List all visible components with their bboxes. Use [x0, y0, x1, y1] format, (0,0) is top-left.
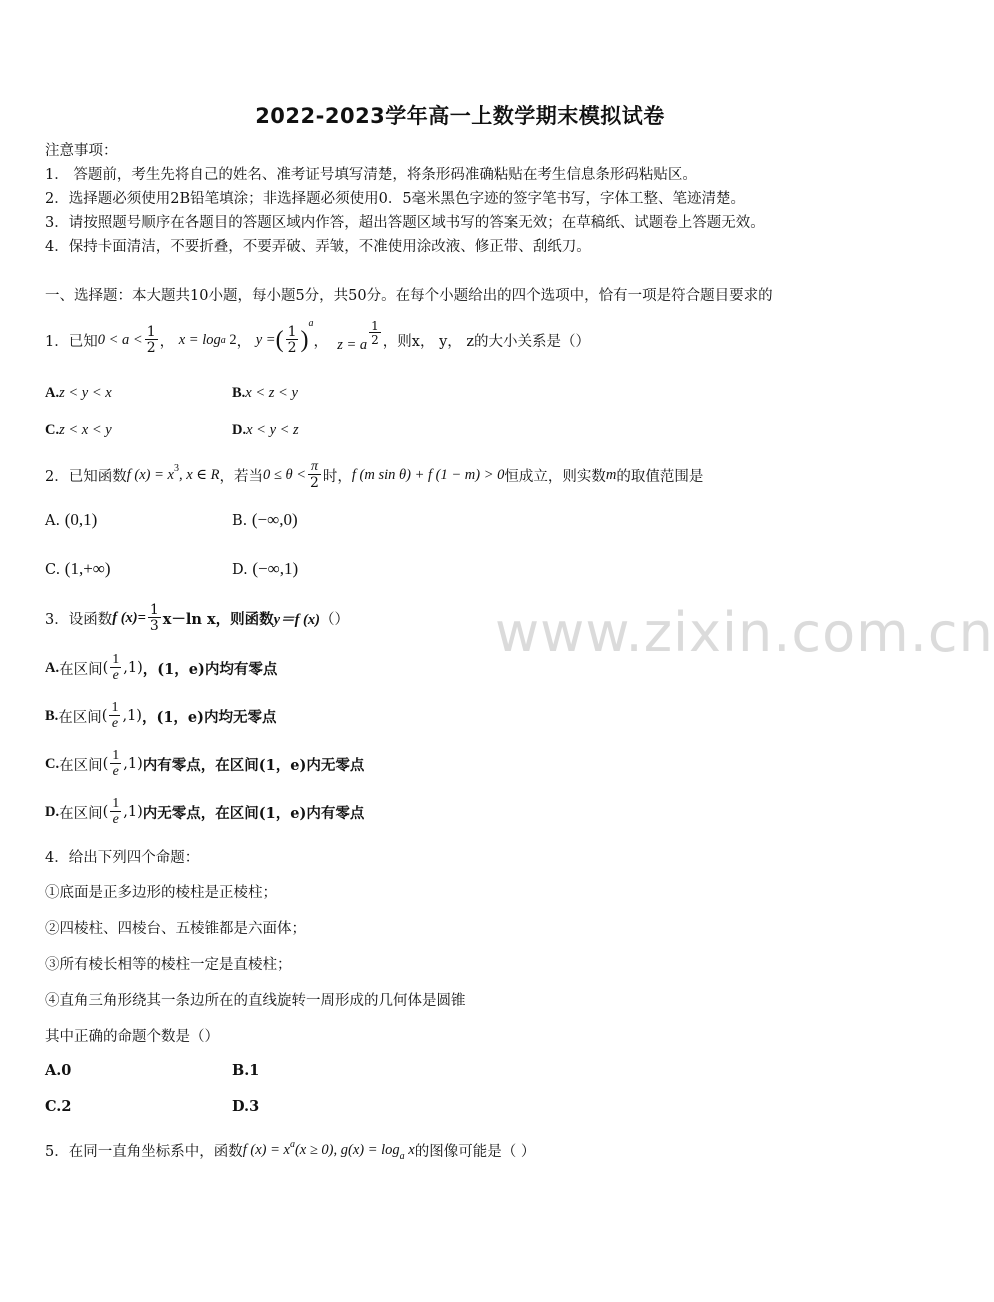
q4-option-a[interactable]: A.0 [45, 1062, 72, 1079]
q3-option-d[interactable]: D. 在区间 ( $\frac{1}{e}$ ,1) 内无零点，在区间(1，e)内有零点 [45, 796, 365, 827]
q1-option-b[interactable]: B.x < z < y [232, 385, 298, 401]
watermark: www.zixin.com.cn [495, 601, 994, 664]
q4-prop-3: ③所有棱长相等的棱柱一定是直棱柱； [45, 957, 292, 973]
question-5-stem: 5．在同一直角坐标系中，函数 f (x) = x $^a$ (x ≥ 0), g(x) = log $_a$ x 的图像可能是（ ） [45, 1139, 536, 1162]
q1-cond: 0 < a < [97, 331, 143, 348]
q2-option-c[interactable]: C. (1,+∞) [45, 559, 111, 578]
q2-option-a[interactable]: A. (0,1) [45, 510, 98, 529]
q2-option-d[interactable]: D. (−∞,1) [232, 559, 299, 578]
q4-option-c[interactable]: C.2 [45, 1098, 72, 1115]
question-1-stem: 1．已知 0 < a < $\frac{1}{2}$ ， x = log a 2 ， y = ( $\frac{1}{2}$ ) $^a$ ， z = a $\frac{1}{2}$ ，则x， y， z的大小关系是（） [45, 318, 591, 356]
q4-option-d[interactable]: D.3 [232, 1098, 260, 1115]
page-title: 2022-2023学年高一上数学期末模拟试卷 [255, 104, 665, 128]
q4-option-b[interactable]: B.1 [232, 1062, 260, 1079]
question-3-stem: 3．设函数 f (x)= $\frac{1}{3}$ x－ln x，则函数 y＝f (x) （） [45, 602, 349, 634]
q2-option-b[interactable]: B. (−∞,0) [232, 510, 298, 529]
q1-option-d[interactable]: D.x < y < z [232, 422, 299, 438]
q2-prefix: 2．已知函数 [45, 468, 127, 485]
q3-prefix: 3．设函数 [45, 611, 113, 628]
q3-option-c[interactable]: C. 在区间 ( $\frac{1}{e}$ ,1) 内有零点，在区间(1，e)内无零点 [45, 748, 365, 779]
notice-heading: 注意事项： [45, 143, 118, 159]
q1-x-def: x = log [178, 331, 221, 348]
q1-half-fraction: $\frac{1}{2}$ [146, 324, 156, 356]
question-2-stem: 2．已知函数 f (x) = x $^3$ , x ∈ R ，若当 0 ≤ θ < $\frac{\pi}{2}$ 时， f (m sin θ) + f (1 − m) > 0 恒成立，则实数 m 的取值范围是 [45, 459, 704, 491]
section-heading: 一、选择题：本大题共10小题，每小题5分，共50分。在每个小题给出的四个选项中，恰有一项是符合题目要求的 [45, 288, 773, 304]
q4-question: 其中正确的命题个数是（） [45, 1029, 219, 1045]
q3-option-b[interactable]: B. 在区间 ( $\frac{1}{e}$ ,1) ，(1，e)内均无零点 [45, 700, 277, 731]
q2-pi-fraction: $\frac{\pi}{2}$ [309, 459, 319, 491]
notice-item-1: 1． 答题前，考生先将自己的姓名、准考证号填写清楚，将条形码准确粘贴在考生信息条形码粘贴区。 [45, 167, 697, 183]
q4-prop-1: ①底面是正多边形的棱柱是正棱柱； [45, 885, 277, 901]
q5-prefix: 5．在同一直角坐标系中，函数 [45, 1143, 243, 1160]
q1-prefix: 1．已知 [45, 333, 98, 350]
q3-option-a[interactable]: A. 在区间 ( $\frac{1}{e}$ ,1) ，(1，e)内均有零点 [45, 652, 278, 683]
q1-z-def: z = a [337, 336, 368, 353]
q1-y-def: y = [255, 331, 276, 348]
q3-third-fraction: $\frac{1}{3}$ [149, 602, 159, 634]
q2-inequality: f (m sin θ) + f (1 − m) > 0 [351, 466, 505, 483]
q2-condition: 0 ≤ θ < [262, 466, 306, 483]
q4-prop-4: ④直角三角形绕其一条边所在的直线旋转一周形成的几何体是圆锥 [45, 993, 466, 1009]
q1-option-c[interactable]: C.z < x < y [45, 422, 112, 438]
q2-function: f (x) = x [126, 466, 174, 483]
q1-suffix: ，则x， y， z的大小关系是（） [382, 333, 591, 350]
notice-item-4: 4．保持卡面清洁，不要折叠，不要弄破、弄皱，不准使用涂改液、修正带、刮纸刀。 [45, 239, 591, 255]
notice-item-3: 3．请按照题号顺序在各题目的答题区域内作答，超出答题区域书写的答案无效；在草稿纸、试题卷上答题无效。 [45, 215, 765, 231]
question-4-stem: 4．给出下列四个命题： [45, 850, 200, 866]
notice-item-2: 2．选择题必须使用2B铅笔填涂；非选择题必须使用0．5毫米黑色字迹的签字笔书写，字体工整、笔迹清楚。 [45, 191, 746, 207]
q4-prop-2: ②四棱柱、四棱台、五棱锥都是六面体； [45, 921, 306, 937]
q1-option-a[interactable]: A.z < y < x [45, 385, 112, 401]
